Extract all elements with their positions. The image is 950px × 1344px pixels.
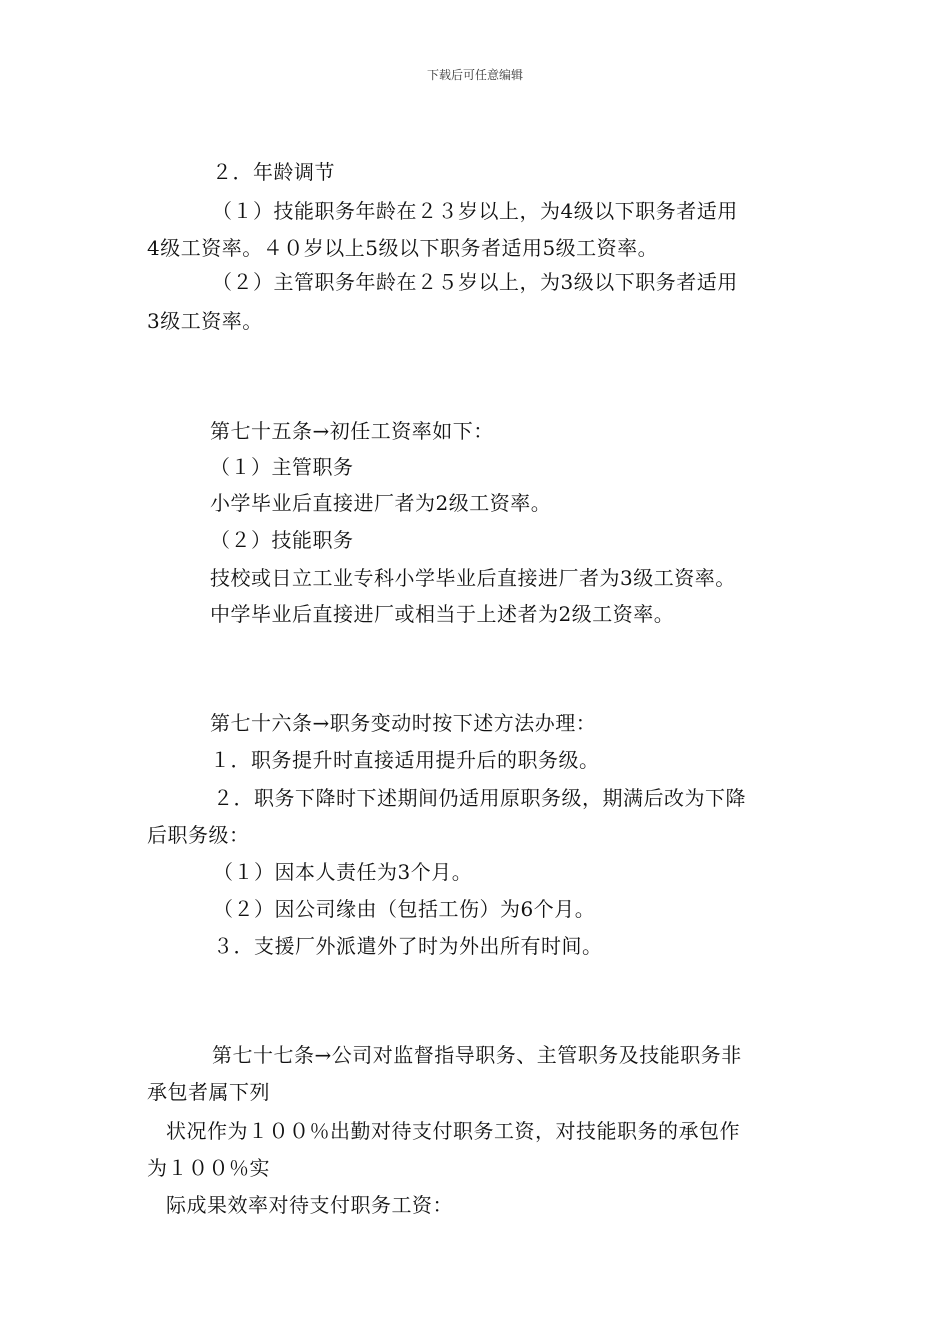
text-line: 4级工资率。４０岁以上5级以下职务者适用5级工资率。 — [147, 236, 659, 260]
text-line: ２．年龄调节 — [212, 160, 335, 184]
text-line: 小学毕业后直接进厂者为2级工资率。 — [210, 491, 552, 515]
text-line: １．职务提升时直接适用提升后的职务级。 — [210, 748, 600, 772]
text-line: 际成果效率对待支付职务工资： — [166, 1193, 453, 1217]
section-heading: 第七十五条→初任工资率如下： — [210, 419, 494, 443]
text-line: （２）主管职务年龄在２５岁以上，为3级以下职务者适用 — [212, 270, 738, 294]
text-line: （１）技能职务年龄在２３岁以上，为4级以下职务者适用 — [212, 199, 738, 223]
text-line: （２）因公司缘由（包括工伤）为6个月。 — [213, 897, 596, 921]
text-line: ３．支援厂外派遣外了时为外出所有时间。 — [213, 934, 603, 958]
text-line: 中学毕业后直接进厂或相当于上述者为2级工资率。 — [210, 602, 675, 626]
text-line: 状况作为１００％出勤对待支付职务工资，对技能职务的承包作 — [166, 1119, 740, 1143]
text-line: 承包者属下列 — [147, 1080, 270, 1104]
text-line: （１）主管职务 — [210, 455, 354, 479]
section-heading: 第七十六条→职务变动时按下述方法办理： — [210, 711, 597, 735]
text-line: 3级工资率。 — [147, 309, 263, 333]
text-line: （１）因本人责任为3个月。 — [213, 860, 473, 884]
text-line: 后职务级： — [147, 823, 250, 847]
page-header: 下载后可任意编辑 — [426, 68, 523, 82]
text-line: ２．职务下降时下述期间仍适用原职务级，期满后改为下降 — [213, 786, 746, 810]
text-line: 为１００％实 — [147, 1156, 270, 1180]
section-heading: 第七十七条→公司对监督指导职务、主管职务及技能职务非 — [212, 1043, 742, 1067]
text-line: 技校或日立工业专科小学毕业后直接进厂者为3级工资率。 — [210, 566, 736, 590]
text-line: （２）技能职务 — [210, 528, 354, 552]
